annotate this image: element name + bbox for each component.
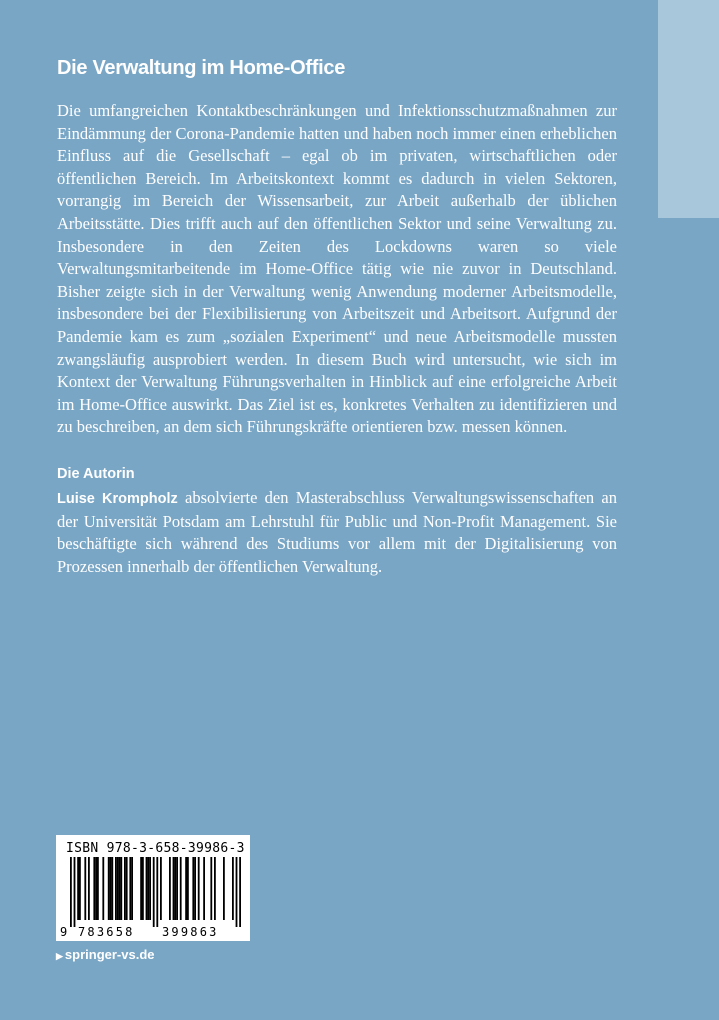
barcode-bar xyxy=(79,857,81,920)
barcode-bar xyxy=(119,857,121,920)
barcode-bar xyxy=(239,857,241,927)
barcode-bar xyxy=(223,857,225,920)
barcode-bar xyxy=(185,857,187,920)
barcode-bar xyxy=(180,857,182,920)
barcode-bar xyxy=(174,857,176,920)
barcode-left-digits: 783658 xyxy=(78,925,135,939)
website-label: springer-vs.de xyxy=(64,947,155,962)
arrow-right-icon: ▶ xyxy=(56,951,63,961)
barcode-bar xyxy=(149,857,151,920)
barcode-bar xyxy=(124,857,126,920)
barcode-bar xyxy=(126,857,128,920)
barcode-bar xyxy=(198,857,200,920)
barcode-bar xyxy=(142,857,144,920)
barcode-bar xyxy=(74,857,76,927)
barcode-bar xyxy=(111,857,113,920)
barcode-bar xyxy=(160,857,162,920)
barcode-bar xyxy=(120,857,122,920)
book-title: Die Verwaltung im Home-Office xyxy=(57,57,346,79)
barcode-bar xyxy=(236,857,238,927)
barcode-bar xyxy=(95,857,97,920)
barcode-bar xyxy=(140,857,142,920)
barcode-bar xyxy=(131,857,133,920)
publisher-website[interactable] xyxy=(56,947,155,962)
barcode-bar xyxy=(93,857,95,920)
barcode-right-digits: 399863 xyxy=(162,925,219,939)
barcode-bar xyxy=(187,857,189,920)
book-description: Die umfangreichen Kontaktbeschränkungen und Infektionsschutzmaßnahmen zur Eindämmung der Corona-Pandemie hatten und haben noch immer einen erheblichen Einfluss auf die Gesellschaft – egal ob im privaten, wirtschaftlichen oder öffentlichen Bereich. Im Arbeitskontext kommt es dadurch in vielen Sektoren, vorrangig im Bereich der Wissensarbeit, zur Arbeit außerhalb der üblichen Arbeitsstätte. Dies trifft auch auf den öffentlichen Sektor und seine Verwaltung zu. Insbesondere in den Zeiten des Lockdowns waren so viele Verwaltungsmitarbeitende im Home-Office tätig wie nie zuvor in Deutschland. Bisher zeigte sich in der Verwaltung wenig Anwendung moderner Arbeitsmodelle, insbesondere bei der Flexibilisierung von Arbeitszeit und Arbeitsort. Aufgrund der Pandemie kam es zum „sozialen Experiment“ und neue Arbeitsmodelle mussten zwangsläufig ausprobiert werden. In diesem Buch wird untersucht, wie sich im Kontext der Verwaltung Führungsverhalten in Hinblick auf eine erfolgreiche Arbeit im Home-Office auswirkt. Das Ziel ist es, konkretes Verhalten zu identifizieren und zu beschreiben, an dem sich Führungskräfte orientieren bzw. messen können. xyxy=(57,101,617,437)
barcode-bar xyxy=(102,857,104,920)
cover-color-tab xyxy=(658,0,719,218)
barcode-bar xyxy=(194,857,196,920)
barcode-bar xyxy=(169,857,171,920)
barcode-bar xyxy=(147,857,149,920)
author-bio-paragraph xyxy=(57,487,617,578)
author-bio: absolvierte den Masterabschluss Verwaltungswissenschaften an der Universität Potsdam am Lehrstuhl für Public und Non-Profit Management. Sie beschäftigte sich während des Studiums vor allem mit der Digitalisierung von Prozessen innerhalb der öffentlichen Verwaltung. xyxy=(57,488,618,576)
barcode-bar xyxy=(110,857,112,920)
barcode-bar xyxy=(153,857,155,927)
barcode-bar xyxy=(146,857,148,920)
barcode-bar xyxy=(84,857,86,920)
author-heading: Die Autorin xyxy=(57,466,135,482)
barcode-bar xyxy=(77,857,79,920)
barcode-bar xyxy=(129,857,131,920)
barcode-bar xyxy=(108,857,110,920)
barcode-bar xyxy=(203,857,205,920)
barcode-bar xyxy=(156,857,158,927)
barcode-bar xyxy=(173,857,175,920)
barcode-bar xyxy=(70,857,72,927)
barcode-bar xyxy=(192,857,194,920)
barcode-bar xyxy=(97,857,99,920)
author-name: Luise Krompholz xyxy=(57,491,178,507)
barcode-bar xyxy=(176,857,178,920)
barcode-bar xyxy=(214,857,216,920)
isbn-label: ISBN 978-3-658-39986-3 xyxy=(66,841,245,856)
barcode-bar xyxy=(210,857,212,920)
isbn-barcode xyxy=(56,835,250,941)
barcode-bar xyxy=(115,857,117,920)
barcode-bar xyxy=(88,857,90,920)
barcode-first-digit: 9 xyxy=(60,925,68,939)
barcode-bar xyxy=(232,857,234,920)
barcode-bar xyxy=(117,857,119,920)
barcode-bars xyxy=(56,835,250,941)
